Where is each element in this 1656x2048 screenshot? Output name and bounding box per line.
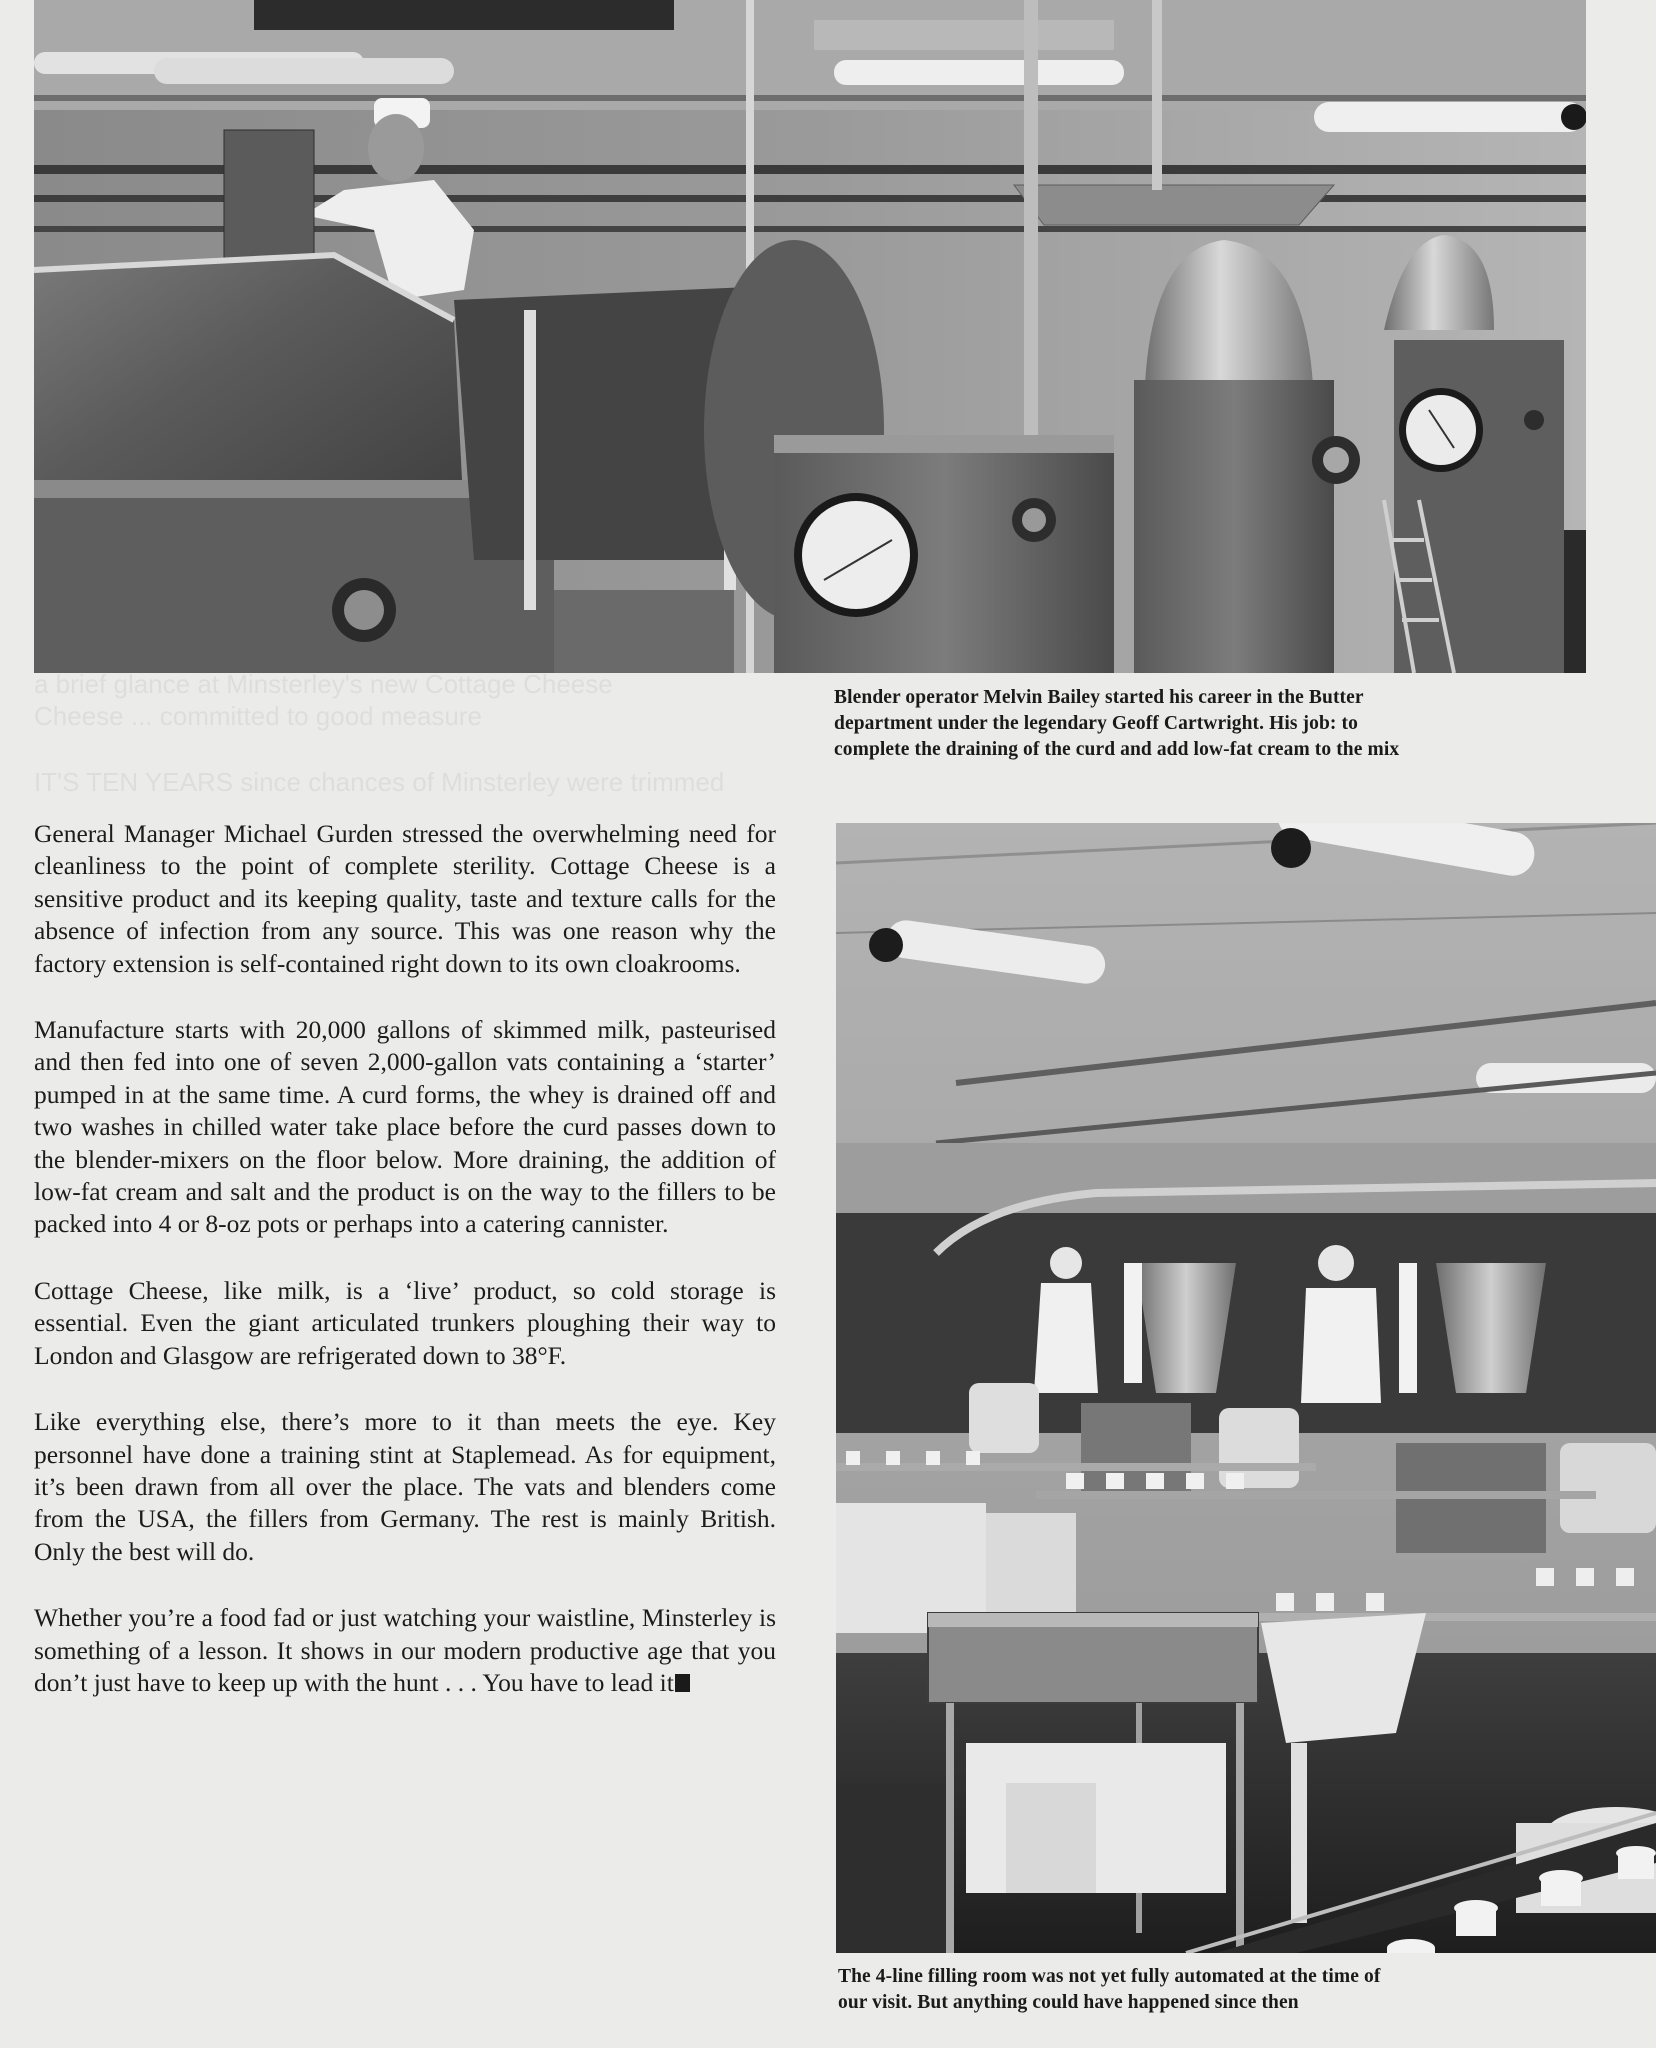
blender-room-photo-image: [34, 0, 1586, 673]
filling-room-photo: [836, 823, 1656, 1953]
caption-line: Blender operator Melvin Bailey started his career in the Butter: [834, 687, 1364, 708]
show-through-text: a brief glance at Minsterley's new Cottage Cheese: [34, 669, 613, 699]
paragraph-cleanliness: General Manager Michael Gurden stressed the overwhelming need for cleanliness to the point of complete sterility. Cottage Cheese is a sensitive product and its keeping quality, taste and texture calls for the absence of infection from any source. This was one reason why the factory extension is self-contained right down to its own cloakrooms.: [34, 819, 776, 978]
show-through-text: IT'S TEN YEARS since chances of Minsterley were trimmed: [34, 767, 725, 797]
top-photo-caption: [834, 685, 1634, 763]
caption-line: complete the draining of the curd and add low-fat cream to the mix: [834, 739, 1400, 760]
caption-line: department under the legendary Geoff Cartwright. His job: to: [834, 713, 1358, 734]
caption-line: our visit. But anything could have happened since then: [838, 1992, 1299, 2013]
bottom-photo-caption: [838, 1964, 1638, 2016]
paragraph-cold-storage: Cottage Cheese, like milk, is a ‘live’ product, so cold storage is essential. Even the giant articulated trunkers ploughing their way to London and Glasgow are refrigerated down to 38°F.: [34, 1275, 776, 1370]
paragraph-equipment: Like everything else, there’s more to it than meets the eye. Key personnel have done a training stint at Staplemead. As for equipment, it’s been drawn from all over the place. The vats and blenders come from the USA, the fillers from Germany. The rest is mainly British. Only the best will do.: [34, 1407, 776, 1566]
show-through-text: Cheese ... committed to good measure: [34, 701, 483, 731]
blender-room-photo: [34, 0, 1586, 673]
filling-room-photo-image: [836, 823, 1656, 1953]
article-body: [34, 818, 776, 1733]
paragraph-conclusion: [34, 1602, 776, 1699]
caption-line: The 4-line filling room was not yet fully automated at the time of: [838, 1966, 1381, 1987]
end-of-article-mark: [675, 1674, 690, 1692]
conclusion-text: Whether you’re a food fad or just watching your waistline, Minsterley is something of a lesson. It shows in our modern productive age that you don’t just have to keep up with the hunt . . . You have to lead it: [34, 1603, 776, 1697]
paragraph-manufacture: Manufacture starts with 20,000 gallons of skimmed milk, pasteurised and then fed into one of seven 2,000-gallon vats containing a ‘starter’ pumped in at the same time. A curd forms, the whey is drained off and two washes in chilled water take place before the curd passes down to the blender-mixers on the floor below. More draining, the addition of low-fat cream and salt and the product is on the way to the fillers to be packed into 4 or 8-oz pots or perhaps into a catering cannister.: [34, 1015, 776, 1239]
